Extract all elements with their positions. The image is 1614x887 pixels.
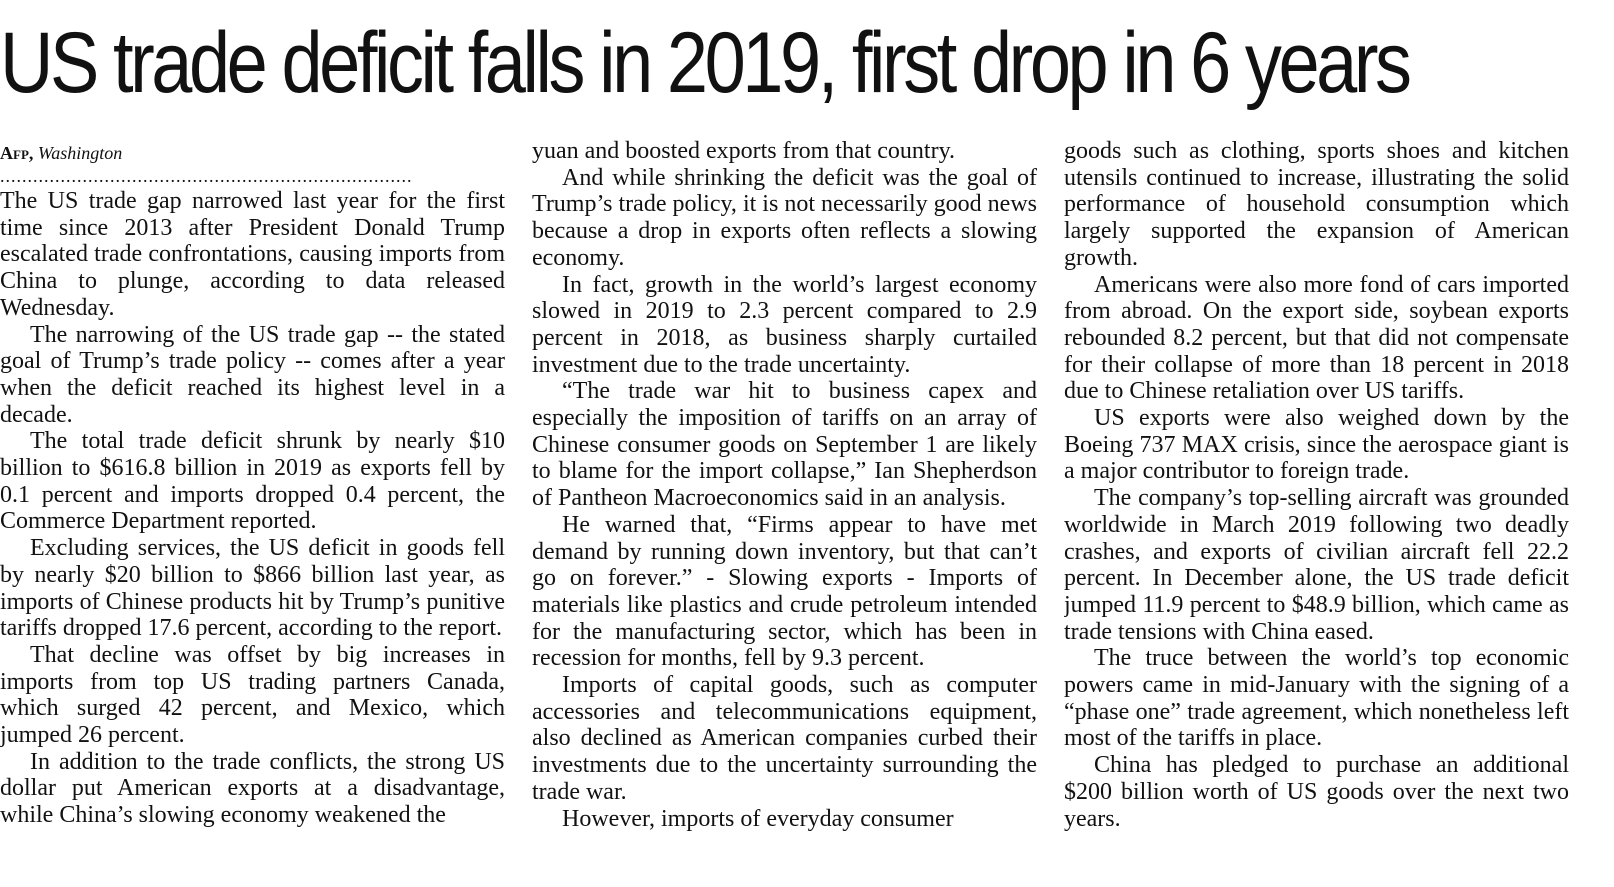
paragraph: He warned that, “Firms appear to have met demand by running down inventory, but that can’t go on forever.” - Slowing exports - Imports of materials like plastics and crude petroleum intended for the manufacturing sector, which has been in recession for months, fell by 9.3 percent. bbox=[532, 511, 1037, 672]
paragraph: In addition to the trade conflicts, the strong US dollar put American exports at a disadvantage, while China’s slowing economy weakened the bbox=[0, 748, 505, 829]
paragraph: However, imports of everyday consumer bbox=[562, 805, 954, 832]
paragraph: Imports of capital goods, such as computer accessories and telecommunications equipment, also declined as American companies curbed their investments due to the uncertainty surrounding the trade war. bbox=[532, 672, 1037, 805]
paragraph: That decline was offset by big increases in imports from top US trading partners Canada, which surged 42 percent, and Mexico, which jumped 26 percent. bbox=[0, 641, 505, 749]
dateline: Washington bbox=[37, 143, 123, 163]
paragraph: And while shrinking the deficit was the goal of Trump’s trade policy, it is not necessarily good news because a drop in exports often reflects a slowing economy. bbox=[532, 164, 1037, 271]
paragraph-continued: yuan and boosted exports from that country. bbox=[532, 138, 956, 164]
paragraph: US exports were also weighed down by the Boeing 737 MAX crisis, since the aerospace giant is a major contributor to foreign trade. bbox=[1064, 405, 1569, 485]
article-column-2 bbox=[532, 138, 1037, 887]
byline-separator: ........................................................................... bbox=[0, 166, 413, 186]
paragraph: In fact, growth in the world’s largest economy slowed in 2019 to 2.3 percent compared to 2.9 percent in 2018, as business sharply curtailed investment due to the trade uncertainty. bbox=[532, 271, 1037, 378]
article-column-1 bbox=[0, 138, 505, 887]
paragraph-continued: goods such as clothing, sports shoes and kitchen utensils continued to increase, illustrating the solid performance of household consumption which largely supported the expansion of American growth. bbox=[1064, 138, 1569, 271]
paragraph: The total trade deficit shrunk by nearly $10 billion to $616.8 billion in 2019 as exports fell by 0.1 percent and imports dropped 0.4 percent, the Commerce Department reported. bbox=[0, 428, 505, 535]
headline: US trade deficit falls in 2019, first drop in 6 years bbox=[0, 15, 1409, 111]
paragraph: “The trade war hit to business capex and especially the imposition of tariffs on an array of Chinese consumer goods on September 1 are likely to blame for the import collapse,” Ian Shepherdson of Pantheon Macroeconomics said in an analysis. bbox=[532, 378, 1037, 512]
paragraph: The US trade gap narrowed last year for the first time since 2013 after President Donald Trump escalated trade confrontations, causing imports from China to plunge, according to data released Wednesday. bbox=[0, 188, 505, 321]
paragraph: The narrowing of the US trade gap -- the stated goal of Trump’s trade policy -- comes after a year when the deficit reached its highest level in a decade. bbox=[0, 321, 505, 428]
paragraph: Excluding services, the US deficit in goods fell by nearly $20 billion to $866 billion last year, as imports of Chinese products hit by Trump’s punitive tariffs dropped 17.6 percent, according to the report. bbox=[0, 535, 505, 642]
paragraph: The truce between the world’s top economic powers came in mid-January with the signing of a “phase one” trade agreement, which nonetheless left most of the tariffs in place. bbox=[1064, 645, 1569, 752]
paragraph: Americans were also more fond of cars imported from abroad. On the export side, soybean exports rebounded 8.2 percent, but that did not compensate for their collapse of more than 18 percent in 2018 due to Chinese retaliation over US tariffs. bbox=[1064, 271, 1569, 405]
article-column-3 bbox=[1064, 138, 1569, 887]
byline bbox=[0, 140, 505, 166]
paragraph: China has pledged to purchase an additional $200 billion worth of US goods over the next two years. bbox=[1064, 752, 1569, 832]
agency-credit: Afp, bbox=[0, 143, 34, 163]
paragraph: The company’s top-selling aircraft was grounded worldwide in March 2019 following two deadly crashes, and exports of civilian aircraft fell 22.2 percent. In December alone, the US trade deficit jumped 11.9 percent to $48.9 billion, which came as trade tensions with China eased. bbox=[1064, 485, 1569, 645]
